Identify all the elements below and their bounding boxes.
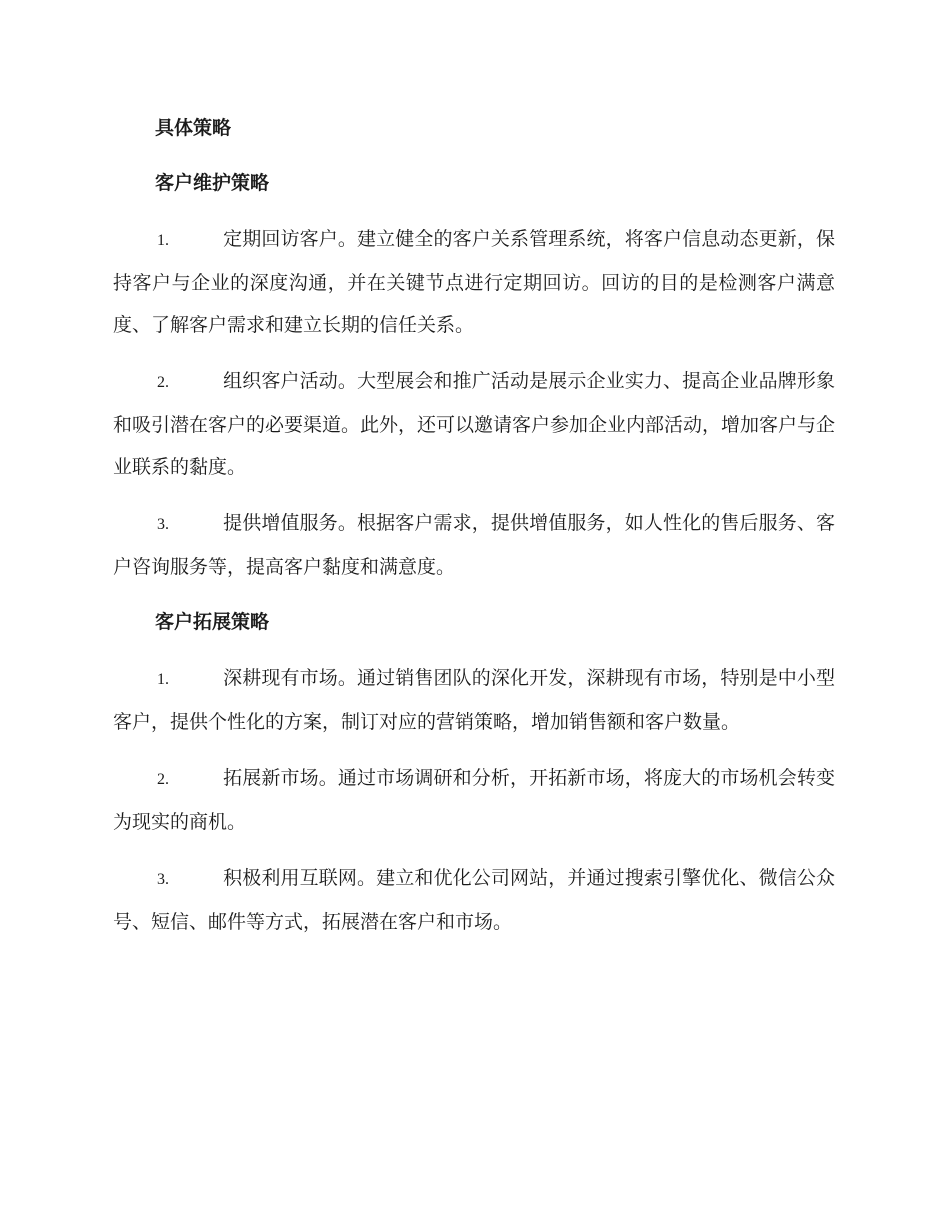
list-item-number: 3. — [157, 516, 169, 533]
list-item-text: 定期回访客户。建立健全的客户关系管理系统，将客户信息动态更新，保持客户与企业的深度沟通，并在关键节点进行定期回访。回访的目的是检测客户满意度、了解客户需求和建立长期的信任关系。 — [113, 228, 835, 336]
list-item-number: 2. — [157, 771, 169, 788]
document-page — [113, 108, 835, 957]
list-item-text: 组织客户活动。大型展会和推广活动是展示企业实力、提高企业品牌形象和吸引潜在客户的必要渠道。此外，还可以邀请客户参加企业内部活动，增加客户与企业联系的黏度。 — [113, 370, 836, 478]
section-heading-specific-strategy: 具体策略 — [155, 117, 232, 139]
list-item-text: 深耕现有市场。通过销售团队的深化开发，深耕现有市场，特别是中小型客户，提供个性化的方案，制订对应的营销策略，增加销售额和客户数量。 — [113, 667, 835, 733]
list-item — [113, 360, 835, 488]
list-item-number: 1. — [157, 232, 169, 249]
list-item — [113, 218, 835, 346]
section-heading-customer-retention: 客户维护策略 — [155, 172, 270, 194]
list-item — [113, 657, 835, 743]
list-item-number: 3. — [157, 871, 169, 888]
list-item — [113, 757, 835, 843]
list-item-text: 积极利用互联网。建立和优化公司网站，并通过搜索引擎优化、微信公众号、短信、邮件等方式，拓展潜在客户和市场。 — [113, 867, 835, 933]
list-item-number: 2. — [157, 374, 169, 391]
list-item-text: 提供增值服务。根据客户需求，提供增值服务，如人性化的售后服务、客户咨询服务等，提高客户黏度和满意度。 — [113, 512, 835, 578]
list-item — [113, 857, 835, 943]
list-item — [113, 502, 835, 588]
list-item-text: 拓展新市场。通过市场调研和分析，开拓新市场，将庞大的市场机会转变为现实的商机。 — [113, 767, 835, 833]
section-heading-customer-expansion: 客户拓展策略 — [155, 611, 270, 633]
list-item-number: 1. — [157, 671, 169, 688]
